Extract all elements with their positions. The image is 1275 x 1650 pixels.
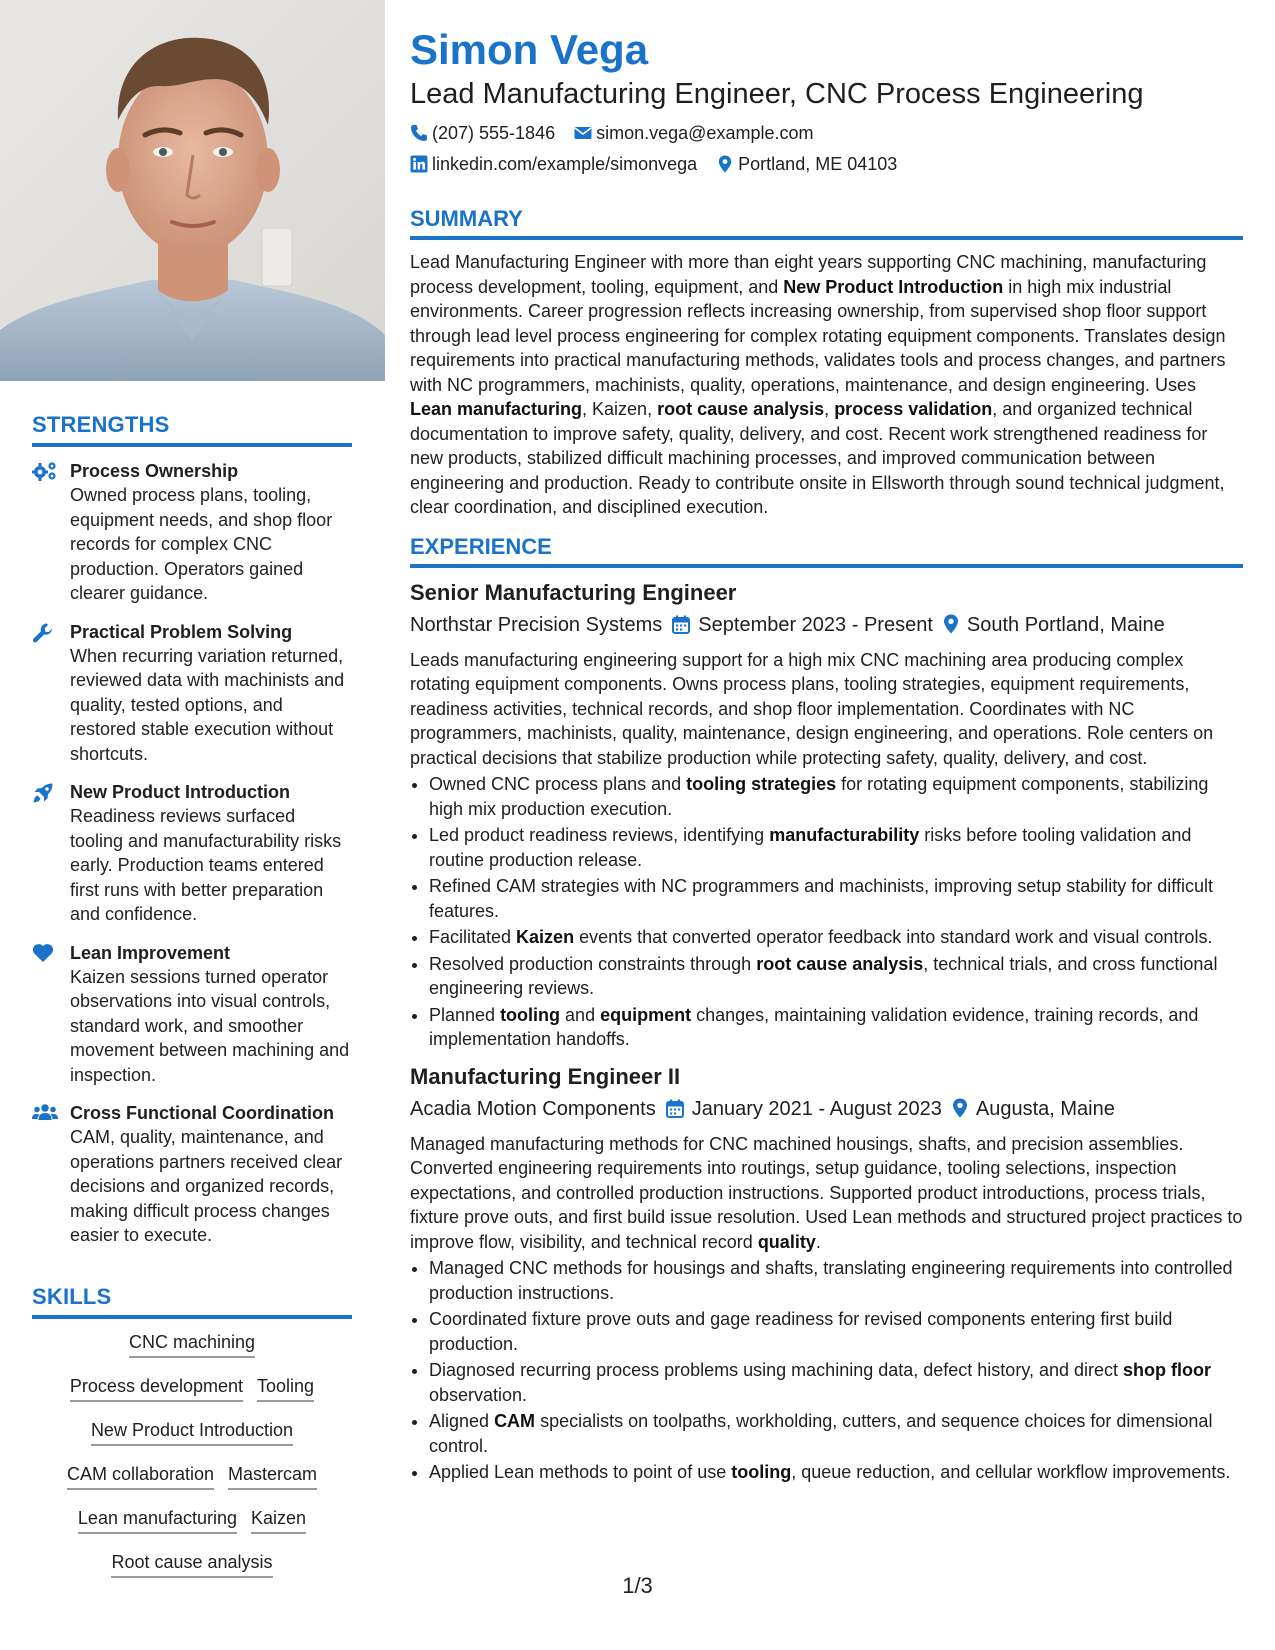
strength-title: Lean Improvement <box>70 942 231 963</box>
contact-email[interactable] <box>574 118 813 149</box>
skill-tag: Root cause analysis <box>111 1551 272 1578</box>
phone-text: (207) 555-1846 <box>432 123 556 143</box>
text-run: Owned CNC process plans and <box>429 774 687 794</box>
bold-term: tooling <box>731 1462 792 1482</box>
skill-row <box>32 1507 352 1535</box>
bold-term: manufacturability <box>769 825 920 845</box>
company-name: Acadia Motion Components <box>410 1097 656 1120</box>
job-summary <box>410 1132 1243 1255</box>
location-text: Portland, ME 04103 <box>738 154 898 174</box>
strength-desc: Kaizen sessions turned operator observations into visual controls, standard work, and smoother movement between machining and inspection. <box>70 966 350 1085</box>
job-entry <box>410 578 1243 1052</box>
users-icon <box>32 1103 56 1123</box>
text-run: events that converted operator feedback into standard work and visual controls. <box>574 927 1213 947</box>
text-run: specialists on toolpaths, workholding, cutters, and sequence choices for dimensional control. <box>429 1411 1213 1456</box>
text-run: risks before tooling validation and routine production release. <box>429 825 1192 870</box>
strength-desc: When recurring variation returned, reviewed data with machinists and quality, tested options, and restored stable execution without shortcuts. <box>70 645 345 764</box>
text-run: , and organized technical documentation to improve safety, quality, delivery, and cost. Recent work strengthened readiness for new products, stabilized difficult machining processes, and improved communication between engineering and production. Ready to contribute onsite in Ellsworth through sound technical judgment, clear coordination, and disciplined execution. <box>410 399 1225 517</box>
text-run: Led product readiness reviews, identifying <box>429 825 770 845</box>
bold-term: shop floor <box>1123 1360 1212 1380</box>
text-run: , <box>824 399 835 419</box>
text-run: Refined CAM strategies with NC programmers and machinists, improving setup stability for difficult features. <box>429 876 1213 921</box>
strength-desc: Owned process plans, tooling, equipment needs, and shop floor records for complex CNC production. Operators gained clearer guidance. <box>70 485 333 603</box>
strength-title: New Product Introduction <box>70 782 290 802</box>
summary-text <box>410 250 1243 520</box>
skill-tag: Tooling <box>257 1375 314 1402</box>
location-pin-icon <box>952 1098 968 1118</box>
skill-row <box>32 1375 352 1403</box>
text-run: observation. <box>429 1384 528 1405</box>
bold-term: tooling <box>500 1004 561 1025</box>
text-run: Diagnosed recurring process problems using machining data, defect history, and direct <box>429 1360 1124 1380</box>
bold-term: New Product Introduction <box>783 276 1004 297</box>
strength-desc: Readiness reviews surfaced tooling and manufacturability risks early. Production teams entered first runs with better preparation and confidence. <box>70 806 342 924</box>
summary-heading: SUMMARY <box>410 206 1243 240</box>
experience-heading: EXPERIENCE <box>410 534 1243 568</box>
text-run: Applied Lean methods to point of use <box>429 1462 732 1482</box>
bullet-item <box>429 1409 1243 1458</box>
skill-tag: Process development <box>70 1375 243 1402</box>
calendar-icon <box>672 615 690 634</box>
gears-icon <box>32 461 56 481</box>
skill-tag: Mastercam <box>228 1463 317 1490</box>
contact-row <box>410 118 1243 149</box>
contact-linkedin[interactable] <box>410 149 697 180</box>
main-content <box>410 24 1243 1487</box>
contact-location <box>716 149 897 180</box>
job-headline: Lead Manufacturing Engineer, CNC Process Engineering <box>410 78 1144 110</box>
skill-tag: New Product Introduction <box>91 1419 293 1446</box>
skills-section <box>32 1284 352 1595</box>
bullet-item <box>429 925 1243 950</box>
skill-tag: CAM collaboration <box>67 1463 214 1490</box>
strength-item <box>32 780 352 927</box>
text-run: in high mix industrial environments. Career progression reflects increasing ownership, from supervised shop floor support through lead level process engineering for complex rotating equipment components. Translates design requirements into practical manufacturing methods, validates tools and process changes, and partners with NC programmers, machinists, quality, operations, maintenance, and design engineering. Uses <box>410 276 1226 395</box>
job-location: South Portland, Maine <box>966 613 1165 636</box>
skill-tag: Kaizen <box>251 1507 306 1534</box>
contact-row-2 <box>410 149 1243 180</box>
skill-tag: Lean manufacturing <box>78 1507 237 1534</box>
text-run: . <box>815 1231 821 1252</box>
bold-term: equipment <box>600 1004 692 1025</box>
bold-term: CAM <box>494 1411 536 1431</box>
location-pin-icon <box>943 614 959 634</box>
job-dates: January 2021 - August 2023 <box>691 1097 942 1120</box>
company-name: Northstar Precision Systems <box>410 613 663 636</box>
bullet-item <box>429 874 1243 923</box>
person-name: Simon Vega <box>410 26 649 73</box>
text-run: , Kaizen, <box>582 399 658 419</box>
job-bullets <box>410 1256 1243 1485</box>
strength-title: Cross Functional Coordination <box>70 1103 334 1123</box>
bullet-item <box>429 823 1243 872</box>
skills-list <box>32 1331 352 1579</box>
rocket-icon <box>32 782 56 802</box>
bullet-item <box>429 1307 1243 1356</box>
bold-term: root cause analysis <box>657 399 825 419</box>
strength-item <box>32 1101 352 1248</box>
strengths-section <box>32 412 352 1262</box>
experience-section <box>410 534 1243 1485</box>
wrench-icon <box>32 622 56 642</box>
bold-term: Lean manufacturing <box>410 399 583 419</box>
skill-tag: CNC machining <box>129 1331 255 1358</box>
heart-icon <box>32 943 56 963</box>
strength-desc: CAM, quality, maintenance, and operations partners received clear decisions and organized records, making difficult process changes easier to execute. <box>70 1127 343 1245</box>
skill-row <box>32 1419 352 1447</box>
phone-icon <box>410 124 428 142</box>
summary-section <box>410 206 1243 520</box>
text-run: changes, maintaining validation evidence, training records, and implementation handoffs. <box>429 1004 1199 1049</box>
text-run: Facilitated <box>429 927 517 947</box>
linkedin-text: linkedin.com/example/simonvega <box>432 154 698 174</box>
job-meta <box>410 610 1243 640</box>
location-pin-icon <box>716 155 734 173</box>
text-run: Resolved production constraints through <box>429 953 757 974</box>
strengths-heading: STRENGTHS <box>32 412 352 447</box>
bullet-item <box>429 1003 1243 1052</box>
email-text: simon.vega@example.com <box>596 123 814 143</box>
job-title: Manufacturing Engineer II <box>410 1063 681 1089</box>
page-number: 1/3 <box>622 1573 653 1598</box>
bold-term: process validation <box>834 399 993 419</box>
bullet-item <box>429 1460 1243 1485</box>
bold-term: quality <box>757 1231 816 1252</box>
skill-row <box>32 1463 352 1491</box>
job-meta <box>410 1094 1243 1124</box>
skills-heading: SKILLS <box>32 1284 352 1319</box>
text-run: Managed manufacturing methods for CNC machined housings, shafts, and precision assemblies. Converted engineering requirements into routings, setup guidance, tooling selections, inspection expectations, and controlled production instructions. Supported product introductions, process trials, fixture prove outs, and first build issue resolution. Used Lean methods and structured project practices to improve flow, visibility, and technical record <box>410 1133 1243 1252</box>
skill-row <box>32 1331 352 1359</box>
bullet-item <box>429 1358 1243 1407</box>
text-run: Aligned <box>429 1411 495 1431</box>
bold-term: root cause analysis <box>756 953 924 974</box>
text-run: for rotating equipment components, stabilizing high mix production execution. <box>429 774 1209 819</box>
linkedin-icon <box>410 155 428 173</box>
bullet-item <box>429 952 1243 1001</box>
job-dates: September 2023 - Present <box>698 613 933 636</box>
bullet-item <box>429 772 1243 821</box>
contact-phone[interactable] <box>410 118 555 149</box>
text-run: and <box>560 1004 601 1025</box>
text-run: , queue reduction, and cellular workflow improvements. <box>791 1462 1231 1482</box>
text-run: , technical trials, and cross functional engineering reviews. <box>429 953 1218 998</box>
email-icon <box>574 124 592 142</box>
bold-term: Kaizen <box>516 927 575 947</box>
strength-item <box>32 941 352 1088</box>
profile-photo <box>0 0 385 381</box>
job-summary <box>410 648 1243 771</box>
text-run: Leads manufacturing engineering support for a high mix CNC machining area producing complex rotating equipment components. Owns process plans, tooling strategies, equipment requirements, readiness activities, technical records, and shop floor implementation. Coordinates with NC programmers, machinists, quality, maintenance, design engineering, and operations. Role centers on practical decisions that stabilize production while protecting safety, quality, delivery, and cost. <box>410 649 1214 768</box>
job-entry <box>410 1062 1243 1485</box>
strength-item <box>32 459 352 606</box>
calendar-icon <box>666 1099 684 1118</box>
strength-title: Process Ownership <box>70 461 239 481</box>
job-bullets <box>410 772 1243 1052</box>
job-location: Augusta, Maine <box>975 1097 1115 1120</box>
text-run: Managed CNC methods for housings and shafts, translating engineering requirements into controlled production instructions. <box>429 1258 1233 1303</box>
text-run: Lead Manufacturing Engineer with more than eight years supporting CNC machining, manufacturing process development, tooling, equipment, and <box>410 252 1207 297</box>
bold-term: tooling strategies <box>686 774 837 794</box>
text-run: Planned <box>429 1004 501 1025</box>
sidebar <box>0 0 385 1650</box>
text-run: Coordinated fixture prove outs and gage readiness for revised components entering first build production. <box>429 1309 1173 1354</box>
job-title: Senior Manufacturing Engineer <box>410 579 737 605</box>
bullet-item <box>429 1256 1243 1305</box>
strength-title: Practical Problem Solving <box>70 621 293 642</box>
strength-item <box>32 620 352 767</box>
